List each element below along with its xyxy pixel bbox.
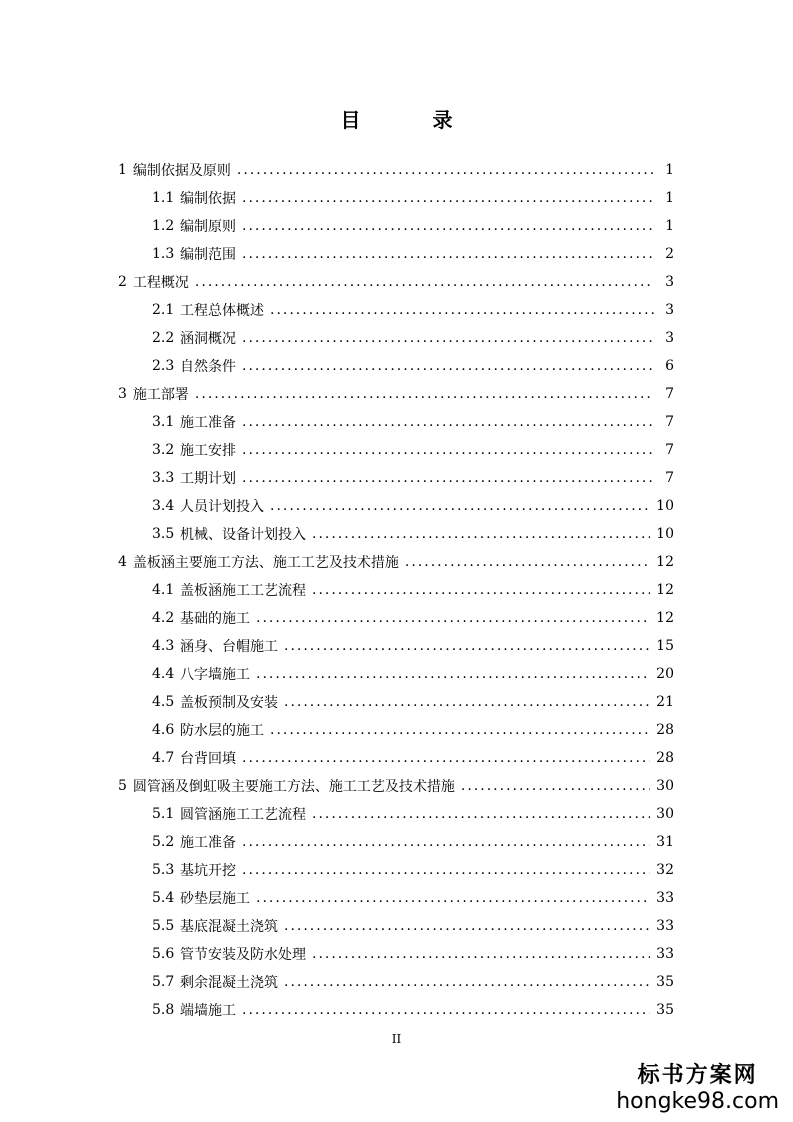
page-number: II xyxy=(391,1032,402,1046)
toc-entry[interactable] xyxy=(118,632,674,660)
toc-entry-label: 工程概况 xyxy=(132,275,189,291)
toc-entry-page: 30 xyxy=(656,778,674,794)
toc-entry-page: 1 xyxy=(665,162,674,178)
toc-entry-number: 3 xyxy=(118,386,127,402)
dot-leader xyxy=(242,414,654,430)
toc-entry-number: 2.3 xyxy=(152,358,175,374)
dot-leader xyxy=(242,750,650,766)
toc-entry-page: 1 xyxy=(665,218,674,234)
toc-entry-page: 31 xyxy=(656,834,674,850)
toc-entry-number: 3.3 xyxy=(152,470,175,486)
toc-entry[interactable] xyxy=(118,548,674,576)
toc-entry-label: 圆管涵施工工艺流程 xyxy=(180,807,306,823)
dot-leader xyxy=(237,162,654,178)
toc-entry-label: 机械、设备计划投入 xyxy=(180,527,306,543)
toc-entry-page: 12 xyxy=(656,582,674,598)
toc-entry-number: 2 xyxy=(118,274,127,290)
toc-entry-number: 1.3 xyxy=(152,246,175,262)
dot-leader xyxy=(256,610,650,626)
toc-entry-number: 4.7 xyxy=(152,750,175,766)
toc-entry-page: 28 xyxy=(656,750,674,766)
toc-entry[interactable] xyxy=(118,184,674,212)
toc-entry-label: 编制依据及原则 xyxy=(132,163,231,179)
dot-leader xyxy=(284,918,650,934)
toc-entry[interactable] xyxy=(118,940,674,968)
toc-entry-page: 21 xyxy=(656,694,674,710)
toc-entry-page: 3 xyxy=(665,274,674,290)
toc-entry-label: 八字墙施工 xyxy=(180,667,250,683)
toc-entry-label: 工期计划 xyxy=(180,471,236,487)
toc-entry-label: 管节安装及防水处理 xyxy=(180,947,306,963)
dot-leader xyxy=(270,498,650,514)
toc-entry[interactable] xyxy=(118,212,674,240)
toc-entry[interactable] xyxy=(118,520,674,548)
toc-entry-label: 编制范围 xyxy=(180,247,236,263)
toc-entry-number: 3.4 xyxy=(152,498,175,514)
toc-entry-label: 施工准备 xyxy=(180,415,236,431)
toc-entry-number: 5.1 xyxy=(152,806,175,822)
toc-entry[interactable] xyxy=(118,968,674,996)
toc-entry-page: 32 xyxy=(656,862,674,878)
dot-leader xyxy=(256,666,650,682)
dot-leader xyxy=(284,974,650,990)
toc-entry-page: 3 xyxy=(665,302,674,318)
toc-entry-page: 1 xyxy=(665,190,674,206)
toc-entry-label: 涵洞概况 xyxy=(180,331,236,347)
toc-entry-label: 台背回填 xyxy=(180,751,236,767)
dot-leader xyxy=(312,582,650,598)
toc-entry-number: 4.4 xyxy=(152,666,175,682)
toc-entry-page: 20 xyxy=(656,666,674,682)
toc-entry-page: 12 xyxy=(656,610,674,626)
toc-entry-number: 4 xyxy=(118,554,127,570)
toc-entry-page: 7 xyxy=(665,414,674,430)
dot-leader xyxy=(405,554,650,570)
toc-entry-page: 35 xyxy=(656,1002,674,1018)
toc-entry-page: 33 xyxy=(656,946,674,962)
toc-entry-number: 4.6 xyxy=(152,722,175,738)
dot-leader xyxy=(312,806,650,822)
toc-entry-label: 人员计划投入 xyxy=(180,499,264,515)
toc-entry-number: 5.4 xyxy=(152,890,175,906)
dot-leader xyxy=(242,218,654,234)
toc-entry-label: 盖板预制及安装 xyxy=(180,695,278,711)
dot-leader xyxy=(242,330,654,346)
toc-entry-label: 剩余混凝土浇筑 xyxy=(180,975,278,991)
toc-entry-label: 基底混凝土浇筑 xyxy=(180,919,278,935)
toc-entry-label: 施工部署 xyxy=(132,387,189,403)
toc-entry-page: 33 xyxy=(656,918,674,934)
toc-entry-number: 5.6 xyxy=(152,946,175,962)
toc-entry-label: 盖板涵施工工艺流程 xyxy=(180,583,306,599)
toc-entry-number: 5.5 xyxy=(152,918,175,934)
toc-entry[interactable] xyxy=(118,688,674,716)
toc-entry[interactable] xyxy=(118,744,674,772)
toc-entry[interactable] xyxy=(118,884,674,912)
toc-entry-number: 5.2 xyxy=(152,834,175,850)
toc-entry-number: 5.3 xyxy=(152,862,175,878)
toc-entry-page: 7 xyxy=(665,470,674,486)
dot-leader xyxy=(242,246,654,262)
dot-leader xyxy=(312,526,650,542)
dot-leader xyxy=(242,862,650,878)
toc-entry-page: 12 xyxy=(656,554,674,570)
toc-entry-page: 6 xyxy=(665,358,674,374)
toc-entry[interactable] xyxy=(118,576,674,604)
toc-entry-label: 盖板涵主要施工方法、施工工艺及技术措施 xyxy=(132,555,399,571)
toc-entry-page: 30 xyxy=(656,806,674,822)
toc-entry[interactable] xyxy=(118,464,674,492)
dot-leader xyxy=(461,778,650,794)
toc-entry[interactable] xyxy=(118,268,674,296)
toc-entry-number: 5.7 xyxy=(152,974,175,990)
dot-leader xyxy=(242,1002,650,1018)
watermark-logo xyxy=(616,1058,779,1114)
toc-entry-label: 施工安排 xyxy=(180,443,236,459)
toc-entry-number: 4.2 xyxy=(152,610,175,626)
dot-leader xyxy=(242,190,654,206)
toc-entry-page: 7 xyxy=(665,442,674,458)
toc-entry-number: 4.5 xyxy=(152,694,175,710)
dot-leader xyxy=(270,302,654,318)
toc-entry-label: 基坑开挖 xyxy=(180,863,236,879)
toc-entry[interactable] xyxy=(118,912,674,940)
toc-entry[interactable] xyxy=(118,604,674,632)
toc-entry-label: 端墙施工 xyxy=(180,1003,236,1019)
toc-entry-page: 28 xyxy=(656,722,674,738)
toc-entry[interactable] xyxy=(118,436,674,464)
toc-title: 目 录 xyxy=(340,108,479,132)
toc-entry-label: 基础的施工 xyxy=(180,611,250,627)
toc-entry-number: 1.2 xyxy=(152,218,175,234)
toc-entry[interactable] xyxy=(118,352,674,380)
toc-entry[interactable] xyxy=(118,296,674,324)
table-of-contents xyxy=(118,156,674,1024)
toc-entry-number: 5 xyxy=(118,778,127,794)
toc-entry-label: 防水层的施工 xyxy=(180,723,264,739)
toc-entry[interactable] xyxy=(118,660,674,688)
toc-entry[interactable] xyxy=(118,716,674,744)
toc-entry-label: 自然条件 xyxy=(180,359,236,375)
toc-entry-number: 2.2 xyxy=(152,330,175,346)
dot-leader xyxy=(312,946,650,962)
dot-leader xyxy=(284,638,650,654)
toc-entry-label: 砂垫层施工 xyxy=(180,891,250,907)
toc-entry-page: 7 xyxy=(665,386,674,402)
toc-entry-label: 编制依据 xyxy=(180,191,236,207)
toc-entry-page: 10 xyxy=(656,498,674,514)
toc-entry-number: 3.2 xyxy=(152,442,175,458)
toc-entry-label: 施工准备 xyxy=(180,835,236,851)
toc-entry[interactable] xyxy=(118,856,674,884)
toc-entry-label: 涵身、台帽施工 xyxy=(180,639,278,655)
toc-entry[interactable] xyxy=(118,324,674,352)
dot-leader xyxy=(270,722,650,738)
toc-entry[interactable] xyxy=(118,800,674,828)
toc-entry-number: 2.1 xyxy=(152,302,175,318)
toc-entry-label: 工程总体概述 xyxy=(180,303,264,319)
toc-entry-number: 1 xyxy=(118,162,127,178)
toc-entry[interactable] xyxy=(118,380,674,408)
toc-entry-number: 1.1 xyxy=(152,190,175,206)
toc-entry-number: 4.1 xyxy=(152,582,175,598)
toc-entry-number: 5.8 xyxy=(152,1002,175,1018)
toc-entry[interactable] xyxy=(118,772,674,800)
toc-entry-page: 33 xyxy=(656,890,674,906)
dot-leader xyxy=(284,694,650,710)
dot-leader xyxy=(242,442,654,458)
toc-entry-page: 15 xyxy=(656,638,674,654)
toc-entry[interactable] xyxy=(118,156,674,184)
toc-entry[interactable] xyxy=(118,492,674,520)
toc-entry-number: 3.1 xyxy=(152,414,175,430)
watermark-url: hongke98.com xyxy=(616,1089,779,1114)
toc-entry-page: 2 xyxy=(665,246,674,262)
toc-entry[interactable] xyxy=(118,408,674,436)
toc-entry-number: 4.3 xyxy=(152,638,175,654)
dot-leader xyxy=(242,470,654,486)
toc-entry-page: 35 xyxy=(656,974,674,990)
dot-leader xyxy=(242,358,654,374)
watermark-name: 标书方案网 xyxy=(637,1062,758,1088)
toc-entry[interactable] xyxy=(118,996,674,1024)
toc-entry[interactable] xyxy=(118,240,674,268)
toc-entry[interactable] xyxy=(118,828,674,856)
toc-entry-label: 圆管涵及倒虹吸主要施工方法、施工工艺及技术措施 xyxy=(132,779,455,795)
dot-leader xyxy=(195,386,654,402)
toc-entry-label: 编制原则 xyxy=(180,219,236,235)
toc-entry-page: 10 xyxy=(656,526,674,542)
toc-entry-number: 3.5 xyxy=(152,526,175,542)
dot-leader xyxy=(256,890,650,906)
dot-leader xyxy=(242,834,650,850)
toc-entry-page: 3 xyxy=(665,330,674,346)
dot-leader xyxy=(195,274,654,290)
